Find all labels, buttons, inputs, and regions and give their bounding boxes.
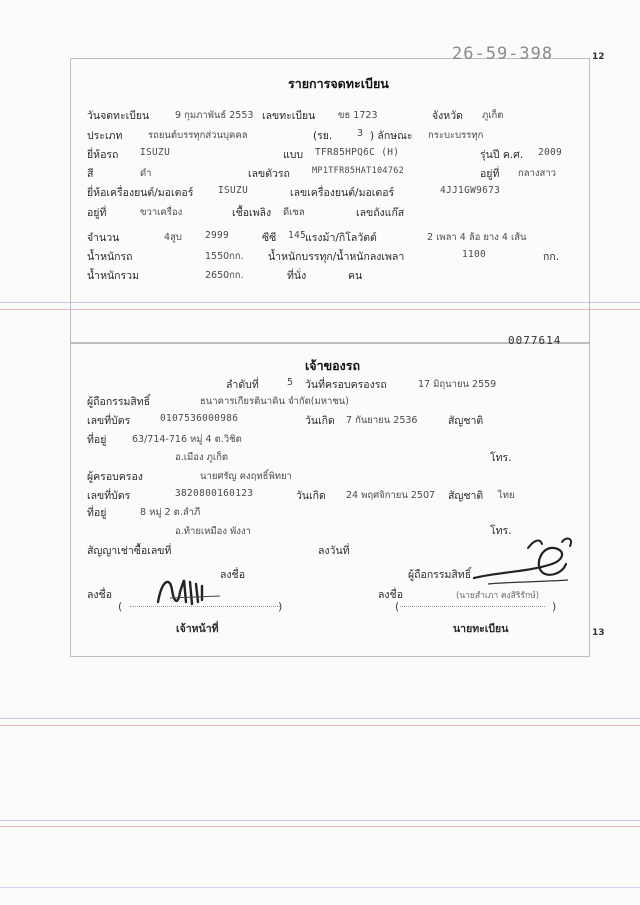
holder-nationality-label: สัญชาติ [448,490,484,502]
model-year-value: 2009 [538,147,563,158]
owner-address-line1: 63/714-716 หมู่ 4 ต.วิชิต [132,434,242,445]
owner-id-label: เลขที่บัตร [87,415,131,427]
scan-line [0,826,640,827]
count-label: จำนวน [87,232,120,244]
owner-phone-label: โทร. [490,452,512,464]
owner-birth-value: 7 กันยายน 2536 [346,415,418,426]
owner-label: ผู้ถือกรรมสิทธิ์ [87,396,151,408]
cylinders-value: 4สูบ [164,232,182,243]
holder-phone-label: โทร. [490,525,512,537]
owner-address-line2: อ.เมือง ภูเก็ต [175,452,229,463]
lease-label: สัญญาเช่าซื้อเลขที่ [87,545,172,557]
province-value: ภูเก็ต [482,110,504,121]
reg-no-label: เลขทะเบียน [262,110,316,122]
brand-value: ISUZU [140,147,171,158]
paren-open-left: ( [118,600,123,613]
holder-value: นายศรัญ คงฤทธิ์พิทยา [200,471,292,482]
scan-line [0,725,640,726]
scan-line [0,718,640,719]
rs-value: 3 [357,128,364,139]
registration-title: รายการจดทะเบียน [288,76,389,91]
engine-location-label: อยู่ที่ [87,207,107,219]
owner-signature-title: ผู้ถือกรรมสิทธิ์ [408,569,472,581]
holder-birth-value: 24 พฤศจิกายน 2507 [346,490,436,501]
seats-unit: คน [348,270,363,282]
seats-label: ที่นั่ง [287,270,307,282]
hp-label: แรงม้า/กิโลวัตต์ [305,232,377,244]
possess-date-label: วันที่ครอบครองรถ [305,379,387,391]
owner-id-value: 0107536000986 [160,413,239,424]
brand-label: ยี่ห้อรถ [87,149,119,161]
possess-date-value: 17 มิถุนายน 2559 [418,379,497,390]
rs-label: (รย. [313,130,333,142]
payload-unit: กก. [543,251,560,263]
location-label: อยู่ที่ [480,168,500,180]
paren-open-right: ( [395,600,400,613]
chassis-value: MP1TFR85HAT104762 [312,166,405,176]
scan-line [0,820,640,821]
payload-value: 1100 [462,249,487,260]
holder-birth-label: วันเกิด [296,490,326,502]
fuel-label: เชื้อเพลิง [232,207,272,219]
type-value: รถยนต์บรรทุกส่วนบุคคล [148,130,248,141]
location-value: กลางสาว [518,168,557,179]
signature-line-right [400,606,545,607]
paren-close-left: ) [278,600,283,613]
color-label: สี [87,168,94,180]
color-value: ดำ [140,168,152,179]
sign-label-left: ลงชื่อ [220,569,245,581]
character-value: กระบะบรรทุก [428,130,484,141]
sign-label-bottom-left: ลงชื่อ [87,589,112,601]
model-label: แบบ [283,149,304,161]
reg-no-value: ขธ 1723 [338,110,378,121]
type-label: ประเภท [87,130,123,142]
engine-location-value: ขวาเครื่อง [140,207,183,218]
holder-address-line1: 8 หมู่ 2 ต.ลำภี [140,507,201,518]
gross-weight-value: 2650กก. [205,270,244,281]
registrar-label: นายทะเบียน [453,623,509,635]
owner-signature-icon [468,534,578,590]
engine-no-value: 4JJ1GW9673 [440,185,501,196]
weight-value: 1550กก. [205,251,244,262]
gross-weight-label: น้ำหนักรวม [87,270,139,282]
axles-value: 2 เพลา 4 ล้อ ยาง 4 เส้น [427,232,527,243]
order-label: ลำดับที่ [226,379,259,391]
lease-date-label: ลงวันที่ [318,545,350,557]
reg-date-value: 9 กุมภาพันธ์ 2553 [175,110,254,121]
cc-value: 2999 [205,230,230,241]
engine-no-label: เลขเครื่องยนต์/มอเตอร์ [290,187,395,199]
handwritten-reference: 26-59-398 [452,44,554,64]
owner-value: ธนาคารเกียรตินาคิน จำกัด(มหาชน) [200,396,349,407]
owner-address-label: ที่อยู่ [87,434,107,446]
page-number-top: 12 [592,52,605,62]
officer-signature-icon [150,572,230,612]
holder-address-label: ที่อยู่ [87,507,107,519]
holder-id-label: เลขที่บัตร [87,490,131,502]
stamp-text: (นายสำเภา คงสิริรักษ์) [456,591,540,601]
engine-brand-value: ISUZU [218,185,249,196]
officer-label: เจ้าหน้าที่ [176,623,219,635]
sign-label-right: ลงชื่อ [378,589,403,601]
weight-label: น้ำหนักรถ [87,251,133,263]
chassis-label: เลขตัวรถ [248,168,290,180]
order-value: 5 [287,377,294,388]
owner-title: เจ้าของรถ [305,358,361,373]
paren-close-right: ) [552,600,557,613]
holder-id-value: 3820800160123 [175,488,254,499]
scan-line [0,887,640,888]
serial-number: 0077614 [508,334,562,347]
holder-label: ผู้ครอบครอง [87,471,143,483]
model-year-label: รุ่นปี ค.ศ. [480,149,524,161]
owner-nationality-label: สัญชาติ [448,415,484,427]
province-label: จังหวัด [432,110,463,122]
fuel-value: ดีเซล [283,207,305,218]
hp-value: 145 [288,230,307,241]
holder-address-line2: อ.ท้ายเหมือง พังงา [175,526,251,537]
owner-birth-label: วันเกิด [305,415,335,427]
payload-label: น้ำหนักบรรทุก/น้ำหนักลงเพลา [268,251,405,263]
engine-brand-label: ยี่ห้อเครื่องยนต์/มอเตอร์ [87,187,194,199]
gas-tank-label: เลขถังแก๊ส [356,207,405,219]
model-value: TFR85HPQ6C (H) [315,147,400,158]
holder-nationality-value: ไทย [498,490,515,501]
page-number-bottom: 13 [592,628,605,638]
reg-date-label: วันจดทะเบียน [87,110,150,122]
character-label: ) ลักษณะ [370,130,413,142]
cc-label: ซีซี [262,232,277,244]
